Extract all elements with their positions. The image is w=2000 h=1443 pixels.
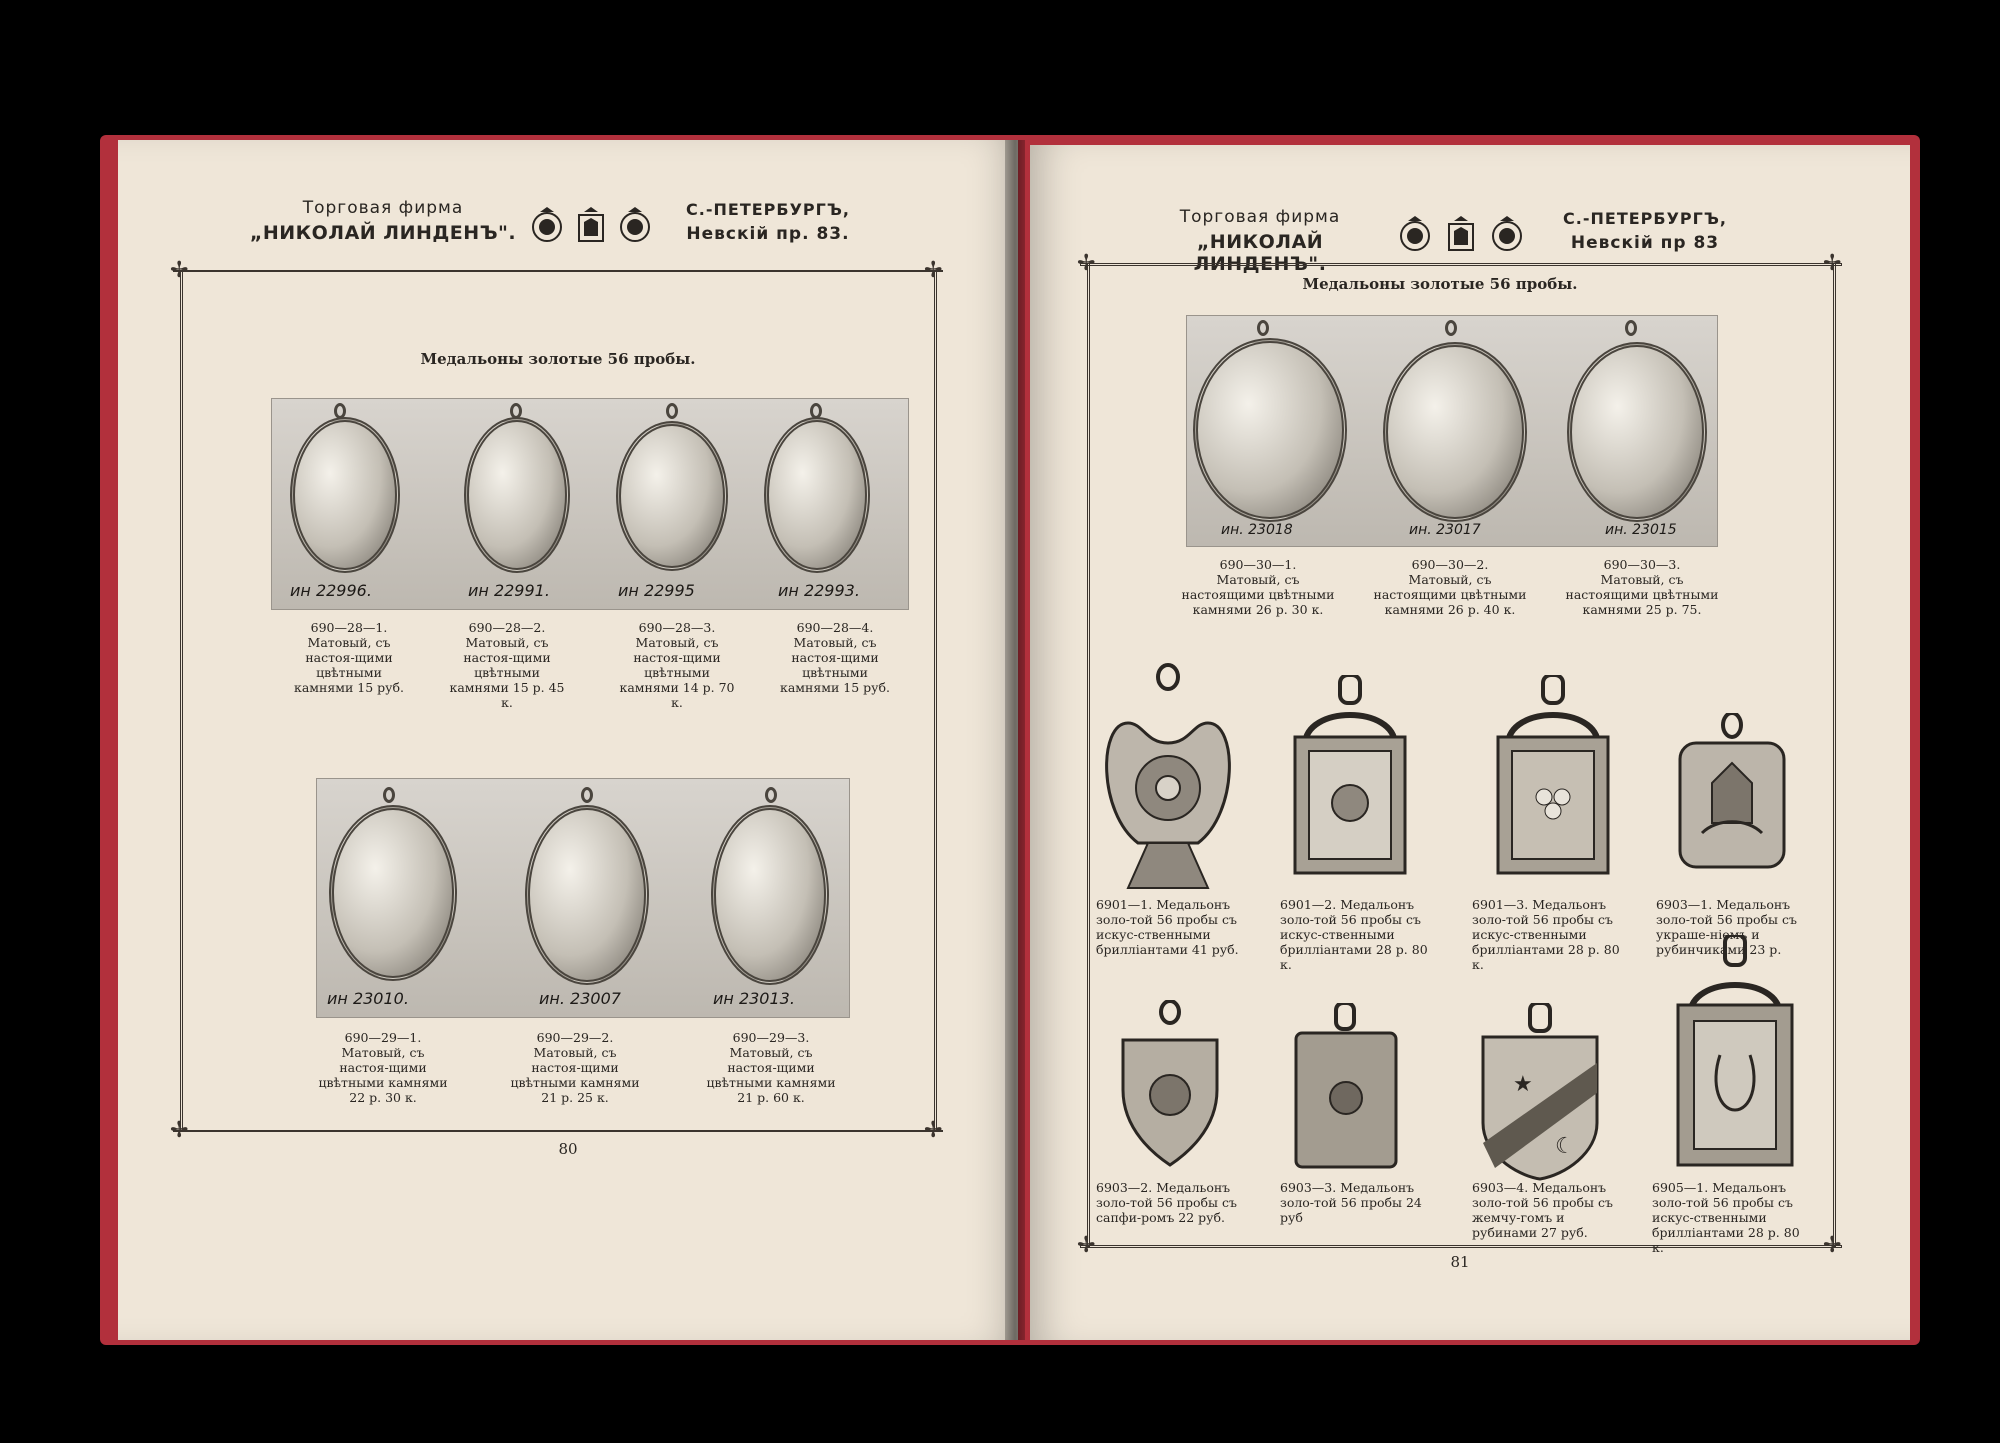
photo-strip — [1186, 315, 1718, 547]
frame-right-rule — [934, 270, 937, 1132]
item-caption: 6905—1. Медальонъ золо-той 56 пробы съ искус-ственными бриллiантами 28 р. 80 к. — [1652, 1180, 1800, 1255]
address: Невскiй пр. 83. — [686, 224, 850, 244]
corner-ornament-icon: ✢ — [1823, 1233, 1842, 1258]
firm-name: „НИКОЛАЙ ЛИНДЕНЪ". — [1193, 231, 1327, 275]
inventory-number: ин. 23017 — [1409, 522, 1481, 538]
left-page — [118, 140, 1018, 1340]
book-spine — [1005, 140, 1025, 1340]
locket-image — [616, 421, 728, 571]
frame-top-rule — [173, 270, 943, 272]
locket-image — [711, 805, 829, 985]
bail-ring — [666, 403, 678, 419]
star-crescent-locket-engraving — [1475, 1003, 1605, 1183]
item-caption: 6903—1. Медальонъ золо-той 56 пробы съ украше-нiемъ и рубинчиками 23 р. — [1656, 897, 1797, 957]
inventory-number: ин 22995 — [618, 581, 695, 600]
corner-ornament-icon: ✢ — [170, 1118, 189, 1143]
locket-image — [1193, 338, 1347, 522]
crest-icon — [1444, 215, 1478, 253]
item-caption: 690—28—2. Матовый, съ настоя-щими цвѣтными камнями 15 р. 45 к. — [449, 620, 565, 710]
inventory-number: ин. 23007 — [539, 989, 621, 1008]
bail-ring — [581, 787, 593, 803]
firm-label: Торговая фирма — [1179, 207, 1341, 227]
photo-strip — [271, 398, 909, 610]
frame-left-rule — [1087, 263, 1090, 1247]
inventory-number: ин 22991. — [468, 581, 550, 600]
locket-image — [464, 417, 570, 573]
svg-text:☾: ☾ — [1555, 1134, 1575, 1159]
locket-image — [764, 417, 870, 573]
item-caption: 690—30—1. Матовый, съ настоящими цвѣтными камнями 26 р. 30 к. — [1181, 557, 1335, 617]
item-caption: 6901—1. Медальонъ золо-той 56 пробы съ искус-ственными бриллiантами 41 руб. — [1096, 897, 1239, 957]
item-caption: 6901—2. Медальонъ золо-той 56 пробы съ искус-ственными бриллiантами 28 р. 80 к. — [1280, 897, 1428, 972]
inventory-number: ин. 23015 — [1605, 522, 1677, 538]
bail-ring — [1257, 320, 1269, 336]
frame-left-rule — [180, 270, 183, 1132]
inventory-number: ин 22993. — [778, 581, 860, 600]
frame-locket-engraving — [1285, 675, 1415, 880]
page-number: 80 — [558, 1140, 578, 1158]
frame-top-rule — [1080, 263, 1842, 266]
lyre-frame-locket-engraving — [1670, 935, 1800, 1170]
item-caption: 6901—3. Медальонъ золо-той 56 пробы съ искус-ственными бриллiантами 28 р. 80 к. — [1472, 897, 1620, 972]
crest-icon — [618, 206, 652, 244]
bail-ring — [383, 787, 395, 803]
item-caption: 690—29—1. Матовый, съ настоя-щими цвѣтными камнями 22 р. 30 к. — [318, 1030, 448, 1105]
bail-ring — [1625, 320, 1637, 336]
right-page — [1030, 145, 1910, 1340]
inventory-number: ин. 23018 — [1221, 522, 1293, 538]
crest-icon — [1490, 215, 1524, 253]
shield-locket-engraving — [1115, 1000, 1225, 1170]
section-title: Медальоны золотые 56 пробы. — [1302, 275, 1578, 293]
locket-image — [1383, 342, 1527, 522]
item-caption: 690—28—1. Матовый, съ настоя-щими цвѣтными камнями 15 руб. — [294, 620, 404, 695]
square-locket-engraving — [1672, 713, 1792, 873]
item-caption: 690—28—3. Матовый, съ настоя-щими цвѣтными камнями 14 р. 70 к. — [619, 620, 735, 710]
frame-right-rule — [1833, 263, 1836, 1247]
item-caption: 6903—4. Медальонъ золо-той 56 пробы съ жемчу-гомъ и рубинами 27 руб. — [1472, 1180, 1613, 1240]
address: Невскiй пр 83 — [1570, 233, 1720, 253]
locket-image — [329, 805, 457, 981]
item-caption: 690—30—2. Матовый, съ настоящими цвѣтными камнями 26 р. 40 к. — [1373, 557, 1527, 617]
crest-icon — [1398, 215, 1432, 253]
item-caption: 690—30—3. Матовый, съ настоящими цвѣтными камнями 25 р. 75. — [1565, 557, 1719, 617]
book-locket-engraving — [1288, 1003, 1403, 1173]
lyre-locket-engraving — [1098, 663, 1238, 895]
page-number: 81 — [1450, 1253, 1470, 1271]
corner-ornament-icon: ✢ — [924, 258, 943, 283]
inventory-number: ин 23010. — [327, 989, 409, 1008]
crest-icon — [530, 206, 564, 244]
photo-strip — [316, 778, 850, 1018]
corner-ornament-icon: ✢ — [1077, 251, 1096, 276]
item-caption: 690—29—2. Матовый, съ настоя-щими цвѣтными камнями 21 р. 25 к. — [510, 1030, 640, 1105]
frame-locket-engraving — [1488, 675, 1618, 880]
corner-ornament-icon: ✢ — [1823, 251, 1842, 276]
item-caption: 6903—2. Медальонъ золо-той 56 пробы съ сапфи-ромъ 22 руб. — [1096, 1180, 1237, 1225]
corner-ornament-icon: ✢ — [924, 1118, 943, 1143]
bail-ring — [1445, 320, 1457, 336]
item-caption: 690—29—3. Матовый, съ настоя-щими цвѣтными камнями 21 р. 60 к. — [706, 1030, 836, 1105]
inventory-number: ин 23013. — [713, 989, 795, 1008]
locket-image — [525, 805, 649, 985]
corner-ornament-icon: ✢ — [1077, 1233, 1096, 1258]
locket-image — [290, 417, 400, 573]
item-caption: 690—28—4. Матовый, съ настоя-щими цвѣтными камнями 15 руб. — [780, 620, 890, 695]
section-title: Медальоны золотые 56 пробы. — [420, 350, 696, 368]
firm-label: Торговая фирма — [302, 198, 464, 218]
corner-ornament-icon: ✢ — [170, 258, 189, 283]
item-caption: 6903—3. Медальонъ золо-той 56 пробы 24 руб — [1280, 1180, 1422, 1225]
firm-name: „НИКОЛАЙ ЛИНДЕНЪ". — [249, 222, 517, 244]
bail-ring — [765, 787, 777, 803]
locket-image — [1567, 342, 1707, 522]
city: С.-ПЕТЕРБУРГЪ, — [686, 200, 850, 219]
city: С.-ПЕТЕРБУРГЪ, — [1563, 209, 1727, 228]
svg-text:★: ★ — [1513, 1072, 1533, 1097]
inventory-number: ин 22996. — [290, 581, 372, 600]
crest-icon — [574, 206, 608, 244]
frame-bottom-rule — [173, 1130, 943, 1132]
